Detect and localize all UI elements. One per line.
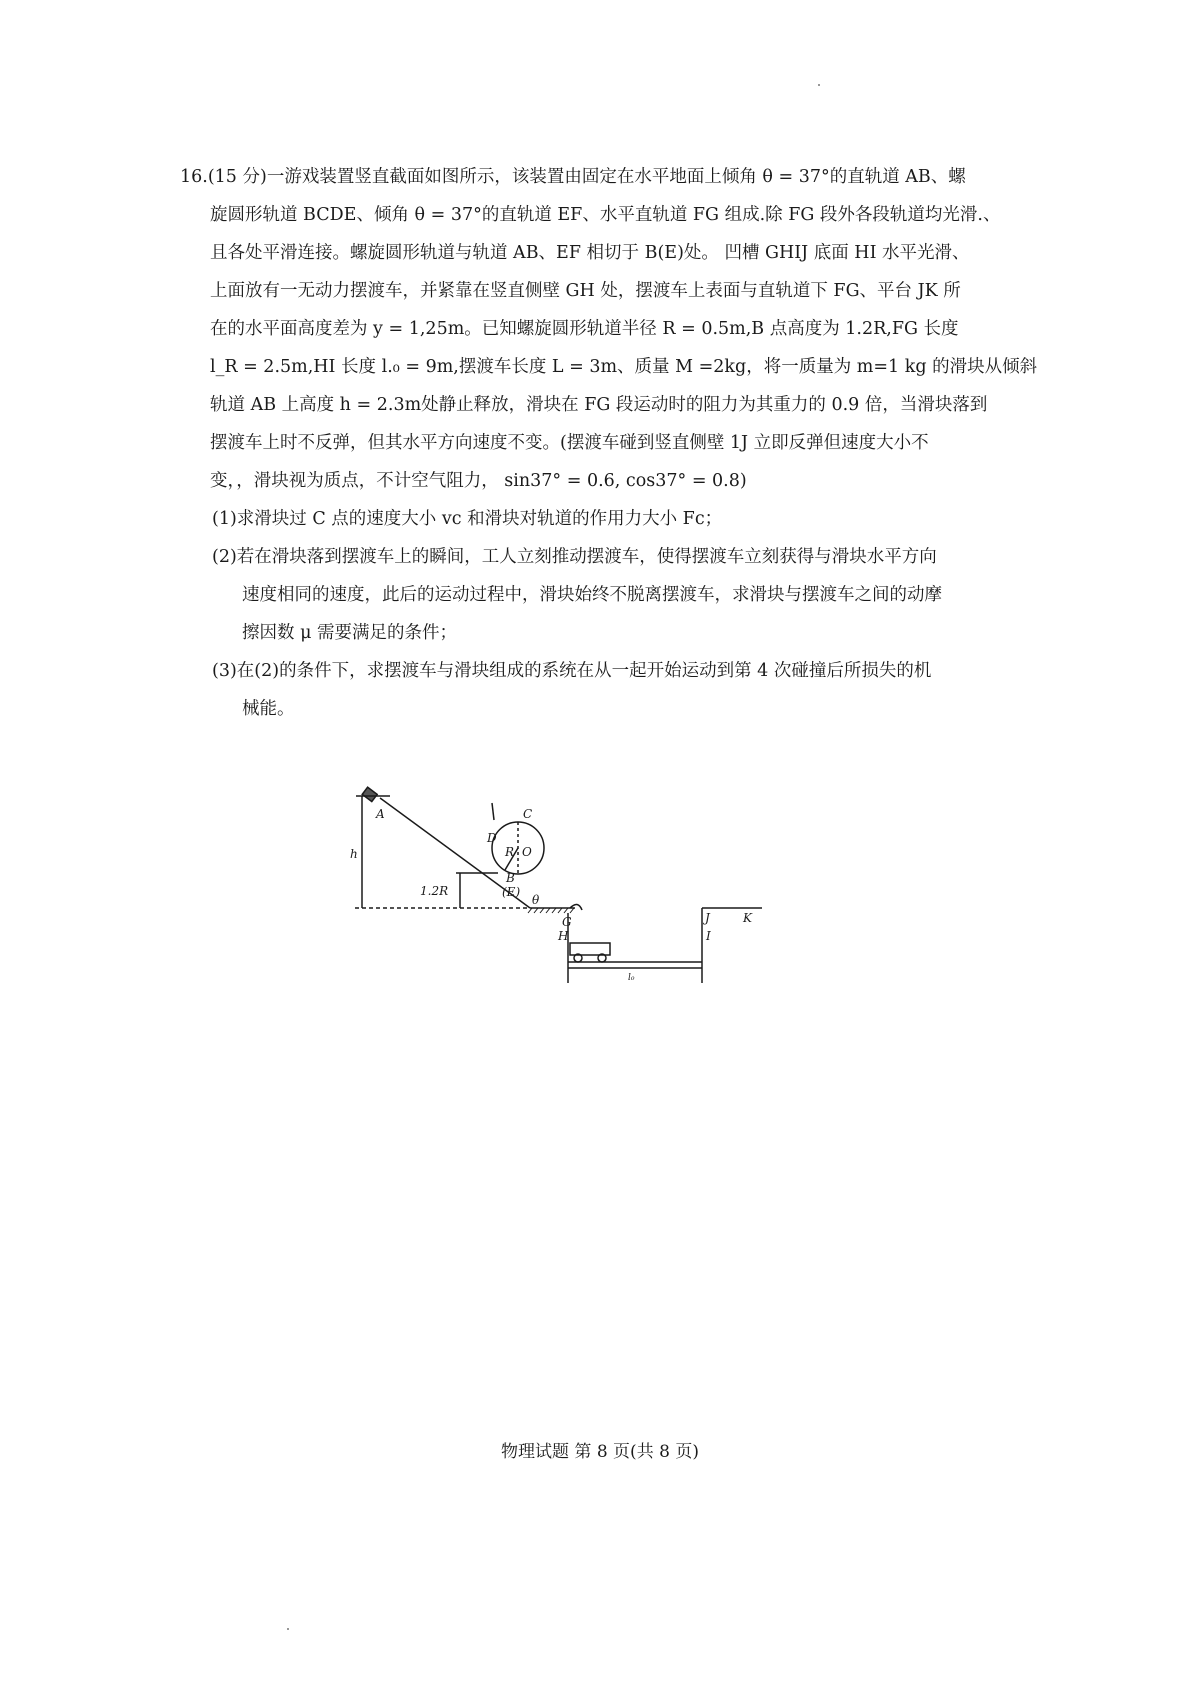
- label-R: R: [505, 845, 515, 859]
- label-l0: l₀: [628, 973, 635, 983]
- label-B: B: [506, 871, 515, 885]
- question-2: (2)若在滑块落到摆渡车上的瞬间，工人立刻推动摆渡车，使得摆渡车立刻获得与滑块水平方向: [212, 547, 937, 567]
- label-theta: θ: [532, 893, 540, 907]
- label-1-2R: 1.2R: [420, 884, 449, 898]
- question-3: (3)在(2)的条件下，求摆渡车与滑块组成的系统在从一起开始运动到第 4 次碰撞后所损失的机: [212, 661, 932, 681]
- loop-entry-mark: [492, 803, 494, 820]
- ferry-cart: [570, 943, 610, 955]
- problem-line: 摆渡车上时不反弹，但其水平方向速度不变。(摆渡车碰到竖直侧壁 1J 立即反弹但速度大小不: [210, 433, 929, 453]
- problem-line: 旋圆形轨道 BCDE、倾角 θ = 37°的直轨道 EF、水平直轨道 FG 组成.除 FG 段外各段轨道均光滑.、: [210, 205, 1001, 225]
- label-K: K: [743, 911, 752, 925]
- label-h: h: [350, 847, 358, 861]
- question-3-cont: 械能。: [242, 699, 295, 719]
- track-diagram: [350, 778, 820, 983]
- page-footer: 物理试题 第 8 页(共 8 页): [501, 1442, 699, 1462]
- problem-line: 上面放有一无动力摆渡车，并紧靠在竖直侧壁 GH 处，摆渡车上表面与直轨道下 FG、平台 JK 所: [210, 281, 961, 301]
- problem-line: 轨道 AB 上高度 h = 2.3m处静止释放，滑块在 FG 段运动时的阻力为其重力的 0.9 倍，当滑块落到: [210, 395, 988, 415]
- label-G: G: [562, 915, 572, 929]
- problem-line: 变，，滑块视为质点，不计空气阻力， sin37° = 0.6, cos37° = 0.8): [210, 471, 747, 491]
- problem-16: [180, 158, 1040, 728]
- label-I: I: [706, 929, 711, 943]
- problem-line: l_R = 2.5m,HI 长度 l.₀ = 9m,摆渡车长度 L = 3m、质量 M =2kg，将一质量为 m=1 kg 的滑块从倾斜: [210, 357, 1038, 377]
- track-end-G: [570, 904, 582, 910]
- scan-speck: [818, 84, 820, 86]
- label-D: D: [487, 831, 497, 845]
- question-1: (1)求滑块过 C 点的速度大小 vc 和滑块对轨道的作用力大小 Fc；: [212, 509, 723, 529]
- question-2-cont: 擦因数 μ 需要满足的条件；: [242, 623, 457, 643]
- label-H: H: [558, 929, 569, 943]
- slider-block: [362, 787, 377, 801]
- scan-speck: [287, 1628, 289, 1630]
- label-E: (E): [502, 885, 521, 899]
- question-2-cont: 速度相同的速度，此后的运动过程中，滑块始终不脱离摆渡车，求滑块与摆渡车之间的动摩: [242, 585, 942, 605]
- label-C: C: [523, 807, 533, 821]
- label-A: A: [376, 807, 385, 821]
- label-J: J: [705, 911, 710, 925]
- problem-line: 且各处平滑连接。螺旋圆形轨道与轨道 AB、EF 相切于 B(E)处。 凹槽 GHIJ 底面 HI 水平光滑、: [210, 243, 970, 263]
- problem-line: 在的水平面高度差为 y = 1,25m。已知螺旋圆形轨道半径 R = 0.5m,B 点高度为 1.2R,FG 长度: [210, 319, 959, 339]
- problem-line: 16.(15 分)一游戏装置竖直截面如图所示，该装置由固定在水平地面上倾角 θ = 37°的直轨道 AB、螺: [180, 167, 966, 187]
- label-O: O: [522, 845, 532, 859]
